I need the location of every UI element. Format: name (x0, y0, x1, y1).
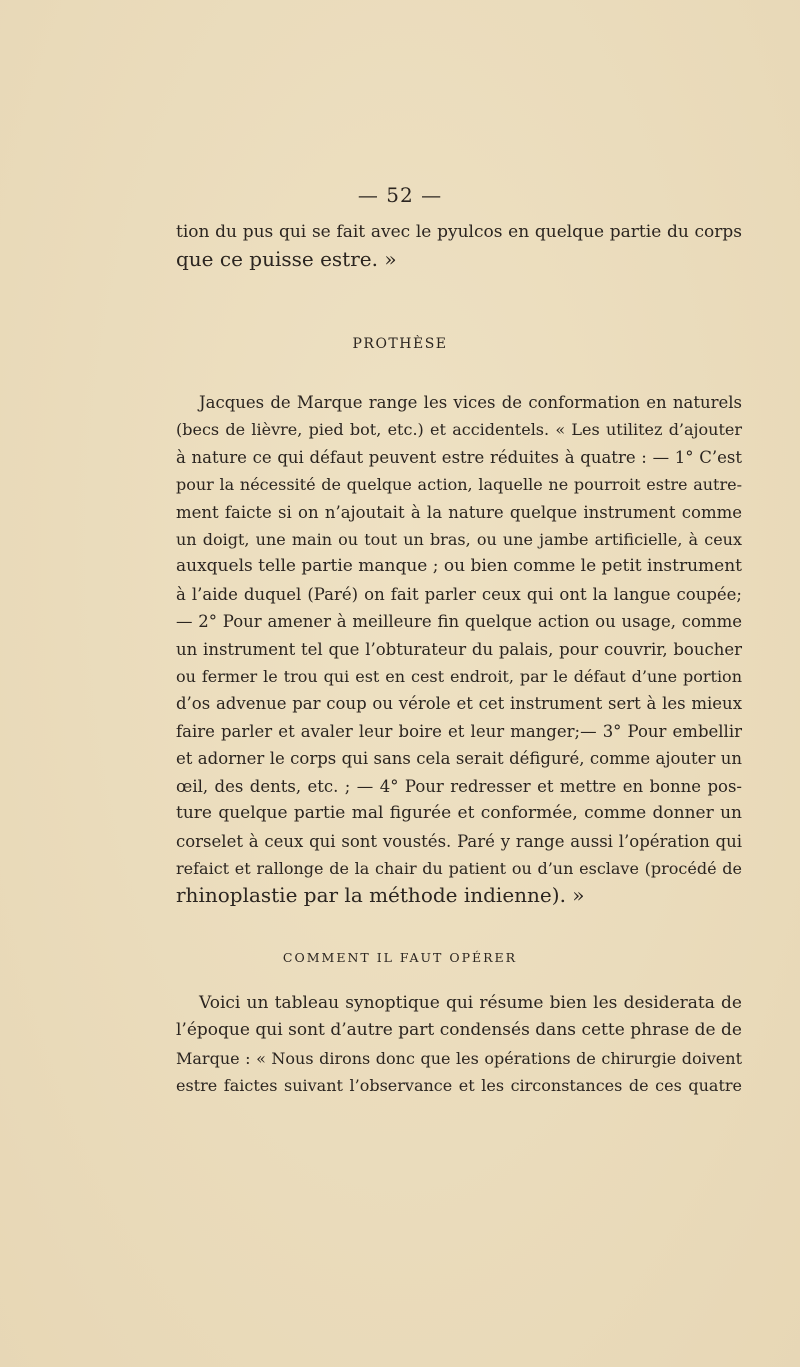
page-number: — 52 — (357, 183, 443, 207)
text-line: d’os advenue par coup ou vérole et cet instrument sert à les mieux (176, 694, 742, 714)
text-line: rhinoplastie par la méthode indienne). » (176, 883, 585, 908)
text-line: à nature ce qui défaut peuvent estre réduites à quatre : — 1° C’est (176, 447, 742, 467)
text-line: Voici un tableau synoptique qui résume bien les desiderata de (199, 993, 742, 1013)
text-line: pour la nécessité de quelque action, laquelle ne pourroit estre autre- (176, 475, 742, 495)
text-line: un instrument tel que l’obturateur du palais, pour couvrir, boucher (176, 639, 742, 659)
paragraph-comment-operer (176, 990, 742, 1100)
text-line: ment faicte si on n’ajoutait à la nature quelque instrument comme (176, 502, 742, 522)
text-line: tion du pus qui se fait avec le pyulcos en quelque partie du corps (176, 222, 742, 242)
text-line: et adorner le corps qui sans cela serait défiguré, comme ajouter un (176, 749, 742, 769)
text-line: ou fermer le trou qui est en cest endroit, par le défaut d’une portion (176, 667, 742, 687)
text-line: l’époque qui sont d’autre part condensés dans cette phrase de de (176, 1020, 742, 1041)
section-heading-prothese: PROTHÈSE (352, 336, 448, 352)
text-line: corselet à ceux qui sont voustés. Paré y range aussi l’opération qui (176, 831, 742, 851)
text-line: Marque : « Nous dirons donc que les opérations de chirurgie doivent (176, 1048, 742, 1068)
text-line: que ce puisse estre. » (176, 247, 397, 272)
text-line: œil, des dents, etc. ; — 4° Pour redresser et mettre en bonne pos- (176, 776, 742, 796)
paragraph-continuation (176, 219, 742, 274)
text-line: — 2° Pour amener à meilleure fin quelque action ou usage, comme (176, 612, 742, 632)
text-line: faire parler et avaler leur boire et leur manger;— 3° Pour embellir (176, 721, 742, 741)
text-line: ture quelque partie mal figurée et conformée, comme donner un (176, 803, 742, 824)
paragraph-prothese (176, 389, 742, 910)
text-line: à l’aide duquel (Paré) on fait parler ceux qui ont la langue coupée; (176, 584, 742, 604)
text-line: auxquels telle partie manque ; ou bien comme le petit instrument (176, 556, 742, 577)
text-line: un doigt, une main ou tout un bras, ou une jambe artificielle, à ceux (176, 530, 742, 550)
text-line: refaict et rallonge de la chair du patient ou d’un esclave (procédé de (176, 858, 742, 878)
text-line: estre faictes suivant l’observance et les circonstances de ces quatre (176, 1076, 742, 1096)
section-heading-comment-operer: COMMENT IL FAUT OPÉRER (282, 950, 518, 965)
text-line: (becs de lièvre, pied bot, etc.) et accidentels. « Les utilitez d’ajouter (176, 420, 742, 440)
text-line: Jacques de Marque range les vices de conformation en naturels (199, 393, 742, 412)
